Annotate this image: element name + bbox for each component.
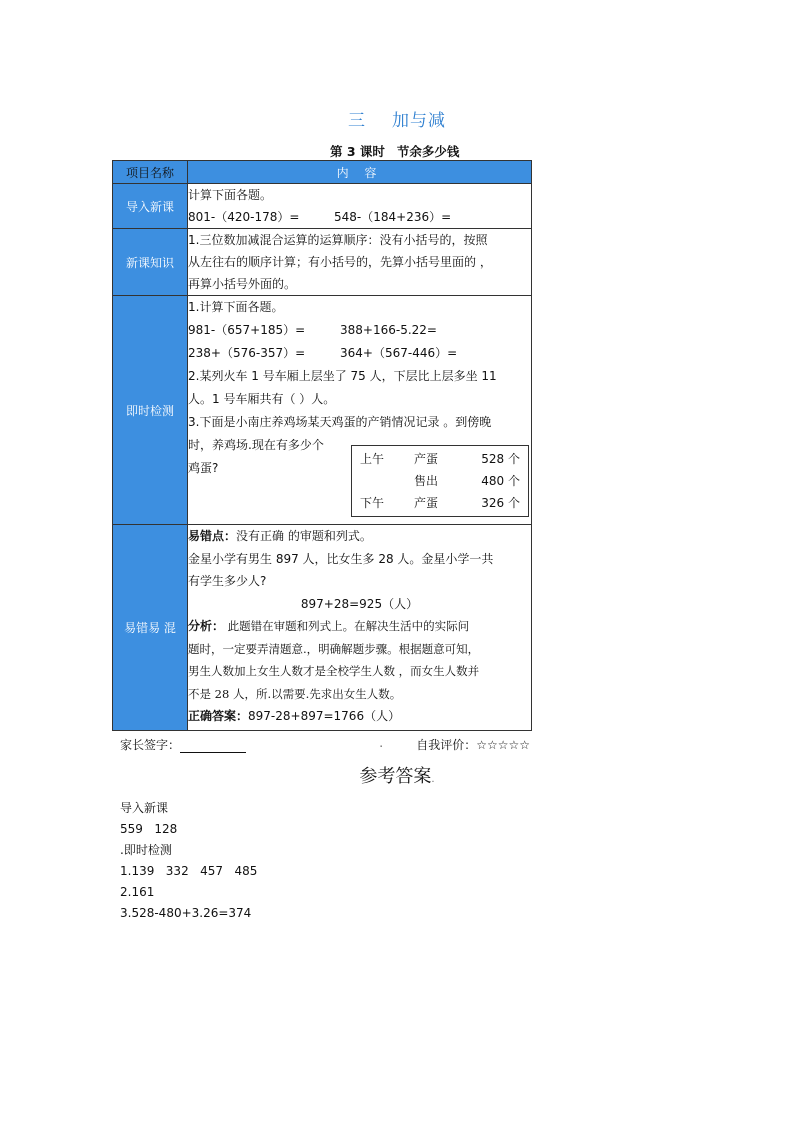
self-evaluation: 自我评价：☆☆☆☆☆	[416, 738, 530, 752]
lesson-subtitle	[330, 142, 459, 160]
lesson-name: 节余多少钱	[396, 144, 460, 159]
correct-answer-label: 正确答案：	[188, 709, 249, 723]
answer-line: 3.528-480+3.26=374	[120, 906, 252, 920]
error-point	[188, 525, 531, 548]
parent-signature-label: 家长签字：	[120, 738, 181, 752]
signature-blank	[180, 740, 246, 753]
row-content-errors	[188, 525, 532, 731]
intro-instruction: 计算下面各题。	[188, 188, 273, 202]
egg-time: 上午	[360, 452, 385, 466]
knowledge-line: 1.三位数加减混合运算的运算顺序：没有小括号的，按照	[188, 233, 488, 247]
egg-time: 下午	[360, 496, 385, 510]
row-label-errors: 易错易 混	[113, 525, 188, 731]
answers-title	[0, 762, 794, 788]
error-point-label: 易错点：	[188, 529, 237, 543]
table-row-check	[113, 296, 532, 525]
check-question-2-line-1: 2.某列火车 1 号车厢上层坐了 75 人，下层比上层多坐 11	[188, 369, 497, 383]
error-problem-line-2: 有学生多少人?	[188, 574, 267, 588]
row-content-new-knowledge	[188, 229, 532, 296]
lesson-number: 第 3 课时	[330, 144, 385, 159]
footer-row	[120, 736, 530, 753]
check-expressions-row-2	[188, 342, 531, 365]
egg-record-row	[360, 492, 520, 514]
egg-record-row	[360, 470, 520, 492]
answer-line: 559 128	[120, 822, 178, 836]
check-expr: 388+166-5.22=	[340, 323, 437, 337]
answer-line: 导入新课	[120, 801, 169, 815]
knowledge-line: 从左往右的顺序计算；有小括号的，先算小括号里面的 ，	[188, 255, 492, 269]
error-analysis-line-1	[188, 615, 531, 638]
error-analysis-line-3: 男生人数加上女生人数才是全校学生人数 ，而女生人数并	[188, 664, 480, 678]
egg-time	[360, 470, 414, 492]
check-expr: 364+（567-446）=	[340, 346, 458, 360]
table-header-row	[113, 161, 532, 184]
knowledge-line: 再算小括号外面的。	[188, 277, 297, 291]
footer-dot: .	[379, 736, 384, 750]
check-expr: 981-（657+185）=	[188, 323, 306, 337]
error-correct-answer	[188, 705, 531, 728]
row-label-check: 即时检测	[113, 296, 188, 525]
error-problem-line-1: 金星小学有男生 897 人，比女生多 28 人。金星小学一共	[188, 551, 494, 566]
row-label-intro: 导入新课	[113, 184, 188, 229]
correct-answer-text: 897-28+897=1766（人）	[248, 709, 401, 723]
check-question-1: 1.计算下面各题。	[188, 300, 284, 314]
egg-count: 528 个	[481, 452, 520, 466]
row-content-intro	[188, 184, 532, 229]
answers-title-dot: .	[431, 774, 435, 785]
answer-line: 1.139 332 457 485	[120, 864, 258, 878]
egg-action: 售出	[414, 474, 439, 488]
error-analysis-text: 此题错在审题和列式上。在解决生活中的实际问	[227, 619, 470, 633]
parent-signature	[120, 736, 246, 753]
check-expr: 238+（576-357）=	[188, 346, 306, 360]
error-point-text: 没有正确 的审题和列式。	[236, 529, 372, 543]
unit-name: 加与减	[392, 111, 446, 131]
row-label-new-knowledge: 新课知识	[113, 229, 188, 296]
intro-expr-1: 801-（420-178）=	[188, 210, 300, 224]
egg-count: 326 个	[481, 496, 520, 510]
check-question-2-line-2: 人。1 号车厢共有（ ）人。	[188, 392, 336, 406]
answer-line: .即时检测	[120, 843, 172, 857]
check-question-3-line-3: 鸡蛋?	[188, 461, 219, 475]
check-expressions-row-1	[188, 319, 531, 342]
header-label-cell: 项目名称	[113, 161, 188, 184]
answers-title-text: 参考答案	[359, 766, 432, 787]
row-content-check	[188, 296, 532, 525]
egg-box	[351, 445, 529, 517]
error-wrong-answer: 897+28=925（人）	[300, 596, 419, 611]
error-analysis-label: 分析：	[188, 619, 225, 633]
intro-expr-2: 548-（184+236）=	[334, 210, 452, 224]
unit-number: 三	[348, 111, 366, 131]
header-content-cell: 内 容	[188, 161, 532, 184]
table-row-new-knowledge	[113, 229, 532, 296]
egg-count: 480 个	[481, 474, 520, 488]
egg-action: 产蛋	[414, 496, 439, 510]
intro-expressions	[188, 206, 531, 228]
lesson-title	[0, 106, 794, 131]
egg-record-row	[360, 448, 520, 470]
answers-list	[120, 798, 257, 924]
check-question-3-line-2: 时，养鸡场.现在有多少个	[188, 438, 324, 452]
table-row-errors	[113, 525, 532, 731]
answer-line: 2.161	[120, 885, 155, 899]
table-row-intro	[113, 184, 532, 229]
error-analysis-line-2: 题时，一定要弄清题意.，明确解题步骤。根据题意可知，	[188, 641, 480, 656]
error-analysis-line-4: 不是 28 人，所.以需要.先求出女生人数。	[188, 686, 402, 701]
lesson-table	[112, 160, 532, 731]
check-question-3-line-1: 3.下面是小南庄养鸡场某天鸡蛋的产销情况记录 。到傍晚	[188, 415, 492, 429]
egg-action: 产蛋	[414, 452, 439, 466]
